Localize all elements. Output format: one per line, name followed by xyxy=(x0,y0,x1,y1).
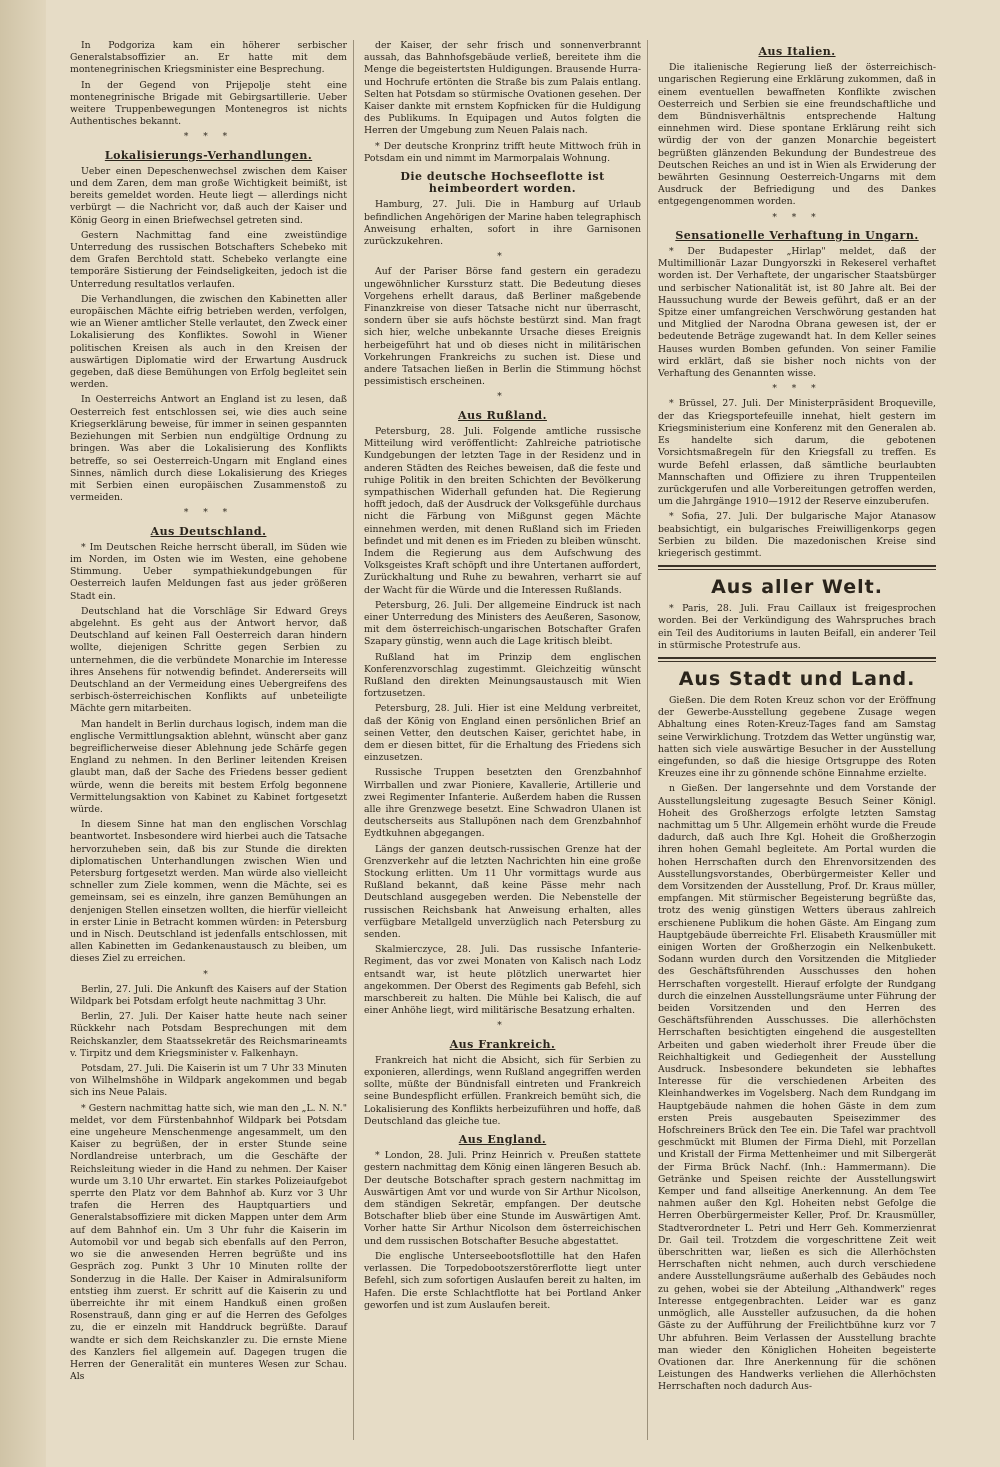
paragraph: Die englische Unterseebootsflottille hat den Hafen verlassen. Die Torpedobootszerstörerflotte liegt unter Befehl, sich zum sofortigen Auslaufen bereit zu halten, im Hafen. Die erste Schlachtflotte hat bei Portland Anker geworfen und ist zum Auslaufen bereit. xyxy=(364,1250,641,1311)
paragraph: Skalmierczyce, 28. Juli. Das russische Infanterie-Regiment, das vor zwei Monaten von Kalisch nach Lodz entsandt war, ist heute plötzlich unerwartet hier angekommen. Der Oberst des Regiments gab Befehl, sich marschbereit zu halten. Die Mühle bei Kalisch, die auf einer Anhöhe liegt, wird militärische Besatzung erhalten. xyxy=(364,944,641,1017)
paragraph: Die Verhandlungen, die zwischen den Kabinetten aller europäischen Mächte eifrig betrieben werden, verfolgen, wie an Wiener amtlicher Stelle verlautet, den Zweck einer Lokalisierung des Konfliktes. Sowohl in Wiener politischen Kreisen als auch in den Kreisen der auswärtigen Diplomatie wird der Erwartung Ausdruck gegeben, daß diese Bemühungen von Erfolg begleitet sein werden. xyxy=(70,293,347,391)
paragraph: * Der deutsche Kronprinz trifft heute Mittwoch früh in Potsdam ein und nimmt im Marmorpalais Wohnung. xyxy=(364,140,641,164)
paragraph: Ueber einen Depeschenwechsel zwischen dem Kaiser und dem Zaren, dem man große Wichtigkeit beimißt, ist bereits gemeldet worden. Heute liegt — allerdings nicht verbürgt — die Nachricht vor, daß auch der Kaiser und König Georg in einen Briefwechsel getreten sind. xyxy=(70,165,347,226)
heading-italien: Aus Italien. xyxy=(758,45,836,58)
section-rule xyxy=(658,569,936,570)
paragraph: Auf der Pariser Börse fand gestern ein geradezu ungewöhnlicher Kurssturz statt. Die Bedeutung dieses Vorgehens erhellt daraus, daß Berliner maßgebende Finanzkreise von dieser Tatsache nicht nur überrascht, sondern über sie aufs höchste bestürzt sind. Man fragt sich hier, welche unbekannte Ursache dieses Ereignis herbeigeführt hat und ob dieses nicht in militärischen Vorkehrungen Frankreichs zu suchen ist. Diese und andere Tatsachen ließen in Berlin die Stimmung höchst pessimistisch erscheinen. xyxy=(364,266,641,388)
separator: * xyxy=(497,392,508,403)
separator: * * * xyxy=(183,132,234,143)
article-prijepolje: In der Gegend von Prijepolje steht eine montenegrinische Brigade mit Gebirgsartillerie. Ueber weitere Truppenbewegungen Montenegros ist nichts Authentisches bekannt. xyxy=(70,79,347,128)
paragraph: Petersburg, 28. Juli. Folgende amtliche russische Mitteilung wird veröffentlicht: Zahlreiche patriotische Kundgebungen der letzten Tage in der Residenz und in anderen Städten des Reiches beweisen, daß die feste und ruhige Politik in den breiten Schichten der Bevölkerung sympathischen Widerhall gefunden hat. Die Regierung hofft jedoch, daß der Ausdruck der Volksgefühle durchaus nicht die Färbung von Mißgunst gegen Mächte einnehmen werden, mit denen Rußland sich im Frieden befindet und mit denen es im Frieden zu bleiben wünscht. Indem die Regierung aus dem Aufschwung des Volksgeistes Kraft schöpft und ihre Untertanen auffordert, Zurückhaltung und Ruhe zu bewahren, verharrt sie auf der Wacht für die Würde und die Interessen Rußlands. xyxy=(364,425,641,596)
paragraph: Potsdam, 27. Juli. Die Kaiserin ist um 7 Uhr 33 Minuten von Wilhelmshöhe in Wildpark angekommen und begab sich ins Neue Palais. xyxy=(70,1063,347,1099)
section-rule xyxy=(658,657,936,659)
heading-verhaftung-ungarn: Sensationelle Verhaftung in Ungarn. xyxy=(675,228,919,242)
column-1 xyxy=(70,40,354,1440)
paragraph: * Sofia, 27. Juli. Der bulgarische Major Atanasow beabsichtigt, ein bulgarisches Freiwilligenkorps gegen Serbien zu bilden. Die mazedonischen Kreise sind kriegerisch gestimmt. xyxy=(658,511,936,559)
separator: * xyxy=(497,1021,508,1032)
paragraph: * Brüssel, 27. Juli. Der Ministerpräsident Broqueville, der das Kriegsportefeuille innehat, hielt gestern im Kriegsministerium eine Konferenz mit den Generalen ab. Es handelte sich darum, die gebotenen Vorsichtsmaßregeln für den Kriegsfall zu treffen. Es wurde Befehl erlassen, daß sämtliche beurlaubten Mannschaften und Offiziere zu ihren Truppenteilen zurückgerufen und alle Vorbereitungen getroffen werden, um die Jahrgänge 1910—1912 der Reserve einzuberufen. xyxy=(658,398,936,508)
paragraph: der Kaiser, der sehr frisch und sonnenverbrannt aussah, das Bahnhofsgebäude verließ, bereitete ihm die Menge die begeistertsten Huldigungen. Brausende Hurra- und Hochrufe ertönten die Straße bis zum Palais entlang. Selten hat Potsdam so stürmische Ovationen gesehen. Der Kaiser dankte mit ernstem Kopfnicken für die Huldigung des Publikums. In Equipagen und Autos folgten die Herren der Umgebung zum Neuen Palais nach. xyxy=(364,40,641,137)
paragraph: Frankreich hat nicht die Absicht, sich für Serbien zu exponieren, allerdings, wenn Rußland angegriffen werden sollte, müßte der Bündnisfall eintreten und Frankreich seine Bundespflicht erfüllen. Frankreich bemüht sich, die Lokalisierung des Konflikts herbeizuführen und hoffe, daß Deutschland das gleiche tue. xyxy=(364,1054,641,1127)
section-rule xyxy=(658,661,936,662)
separator: * xyxy=(203,969,214,980)
column-2 xyxy=(364,40,648,1440)
paragraph: * London, 28. Juli. Prinz Heinrich v. Preußen stattete gestern nachmittag dem König einen längeren Besuch ab. Der deutsche Botschafter sprach gestern nachmittag im Auswärtigen Amt vor und wurde von Sir Arthur Nicolson, dem ständigen Sekretär, empfangen. Der deutsche Botschafter blieb über eine Stunde im Auswärtigen Amt. Vorher hatte Sir Arthur Nicolson dem österreichischen und dem russischen Botschafter Besuche abgestattet. xyxy=(364,1150,641,1247)
section-title-aus-stadt-und-land: Aus Stadt und Land. xyxy=(678,667,916,690)
paragraph: In Oesterreichs Antwort an England ist zu lesen, daß Oesterreich fest entschlossen sei, wie dies auch seine Kriegserklärung beweise, für immer in seinen gespannten Beziehungen mit Serbien nun endgültige Ordnung zu bringen. Was aber die Lokalisierung des Konflikts betreffe, so sei Oesterreich-Ungarn mit England eines Sinnes, nämlich durch diese Lokalisierung des Krieges mit Serbien einen europäischen Zusammenstoß zu vermeiden. xyxy=(70,394,347,504)
paragraph: Hamburg, 27. Juli. Die in Hamburg auf Urlaub befindlichen Angehörigen der Marine haben telegraphisch Anweisung erhalten, sofort in ihre Garnisonen zurückzukehren. xyxy=(364,199,641,248)
paragraph: Deutschland hat die Vorschläge Sir Edward Greys abgelehnt. Es geht aus der Antwort hervor, daß Deutschland auf keinen Fall Oesterreich daran hindern wollte, diejenigen Schritte gegen Serbien zu unternehmen, die die verbündete Monarchie im Interesse ihres Ansehens für notwendig befindet. Andererseits will Deutschland an der Vermeidung eines Uebergreifens des serbisch-österreichischen Konflikts auf unbeteiligte Mächte gern mitarbeiten. xyxy=(70,605,347,715)
paragraph: * Im Deutschen Reiche herrscht überall, im Süden wie im Norden, im Osten wie im Westen, eine gehobene Stimmung. Ueber sympathiekundgebungen für Oesterreich laufen Meldungen fast aus jeder größeren Stadt ein. xyxy=(70,541,347,602)
separator: * * * xyxy=(772,384,822,395)
paragraph: Gestern Nachmittag fand eine zweistündige Unterredung des russischen Botschafters Schebeko mit dem Grafen Berchtold statt. Schebeko verlangte eine temporäre Sistierung der Feindseligkeiten, jedoch ist die Unterredung resultatlos verlaufen. xyxy=(70,229,347,290)
heading-england: Aus England. xyxy=(458,1133,547,1147)
paragraph: * Der Budapester „Hirlap" meldet, daß der Multimillionär Lazar Dungyorszki in Rekeserel verhaftet worden ist. Der Verhaftete, der ungarischer Staatsbürger und serbischer Nationalität ist, ist 80 Jahre alt. Bei der Haussuchung wurde der Beweis geführt, daß er an der Spitze einer umfangreichen Verschwörung gestanden hat und Mitglied der Narodna Obrana gewesen ist, der er bedeutende Beträge zugewandt hat. In dem Keller seines Hauses wurden Bomben gefunden. Von seiner Familie wird erklärt, daß sie bisher noch nichts von der Verhaftung des Genannten wisse. xyxy=(658,246,936,380)
paragraph: Berlin, 27. Juli. Die Ankunft des Kaisers auf der Station Wildpark bei Potsdam erfolgt heute nachmittag 3 Uhr. xyxy=(70,983,347,1008)
column-grid xyxy=(70,40,970,1440)
paragraph: Petersburg, 26. Juli. Der allgemeine Eindruck ist nach einer Unterredung des Ministers des Aeußeren, Sasonow, mit dem österreichisch-ungarischen Botschafter Grafen Szapary günstig, wenn auch die Lage kritisch bleibt. xyxy=(364,599,641,648)
paragraph: Russische Truppen besetzten den Grenzbahnhof Wirrballen und zwar Pioniere, Kavallerie, Artillerie und zwei Regimenter Infanterie. Außerdem haben die Russen alle ihre Grenzwege besetzt. Eine Schwadron Ulanen ist deutscherseits aus Stallupönen nach dem Grenzbahnhof Eydtkuhnen abgegangen. xyxy=(364,767,641,840)
section-rule xyxy=(658,565,936,567)
heading-deutschland: Aus Deutschland. xyxy=(150,524,267,538)
heading-frankreich: Aus Frankreich. xyxy=(449,1037,556,1051)
paragraph: n Gießen. Der langersehnte und dem Vorstande der Ausstellungsleitung zugesagte Besuch Seiner Königl. Hoheit des Großherzogs erfolgte letzten Samstag nachmittag um 5 Uhr. Allgemein erhöht wurde die Freude dadurch, daß auch Ihre Kgl. Hoheit die Großherzogin ihren hohen Gemahl begleitete. Am Portal wurden die hohen Herrschaften durch den Ehrenvorsitzenden des Ausstellungsvorstandes, Oberbürgermeister Keller und dem Vorsitzenden der Ausstellung, Prof. Dr. Kraus müller, empfangen. Mit stürmischer Begeisterung begrüßte das, trotz des wenig günstigen Wetters überaus zahlreich erschienene Publikum die hohen Gäste. Am Eingang zum Hauptgebäude überreichte Frl. Elisabeth Krausmüller mit einigen Worten der Großherzogin ein Nelkenbukett. Sodann wurden durch den Vorsitzenden die Mitglieder des Geschäftsführenden Ausschusses den hohen Herrschaften vorgestellt. Hierauf erfolgte der Rundgang durch die einzelnen Ausstellungsräume unter Führung der beiden Vorsitzenden und den Herren des Geschäftsführenden Ausschusses. Die allerhöchsten Herrschaften besichtigten eingehend die ausgestellten Arbeiten und gaben wiederholt ihrer Freude über die Reichhaltigkeit und Gediegenheit der Ausstellung Ausdruck. Insbesondere bekundeten sie lebhaftes Interesse für die verschiedenen Arbeiten des Kleinhandwerkes im Vogelsberg. Nach dem Rundgang im Hauptgebäude nahmen die hohen Gäste in dem zum ersten Preis ausgebauten Speisezimmer des Hofschreiners Brück den Tee ein. Die Tafel war prachtvoll geschmückt mit Blumen der Firma Diehl, mit Porzellan und Kristall der Firma Mettenheimer und mit Silbergerät der Firma Brück Nachf. (Inh.: Hammermann). Die Getränke und Speisen reichte der Ausstellungswirt Kemper und fand allseitige Anerkennung. An dem Tee nahmen außer den Kgl. Hoheiten nebst Gefolge die Herren Oberbürgermeister Keller, Prof. Dr. Krausmüller, Stadtverordneter L. Petri und Herr Geh. Kommerzienrat Dr. Gail teil. Trotzdem die vorgeschrittene Zeit weit überschritten war, ließen es sich die Allerhöchsten Herrschaften nicht nehmen, auch durch verschiedene andere Ausstellungsräume außerhalb des Gebäudes noch zu gehen, wobei sie der Abteilung „Althandwerk" reges Interesse entgegenbrachten. Leider war es ganz unmöglich, alle Aussteller aufzusuchen, da die hohen Gäste zu der Aufführung der Freilichtbühne kurz vor 7 Uhr abfuhren. Beim Verlassen der Ausstellung brachte man wieder den Königlichen Hoheiten begeisterte Ovationen dar. Ihre Anerkennung für die schönen Leistungen des Handwerks verliehen die Allerhöchsten Herrschaften noch dadurch Aus- xyxy=(658,783,936,1393)
paragraph: Rußland hat im Prinzip dem englischen Konferenzvorschlag zugestimmt. Gleichzeitig wünscht Rußland den direkten Meinungsaustausch mit Wien fortzusetzen. xyxy=(364,651,641,700)
paragraph: Berlin, 27. Juli. Der Kaiser hatte heute nach seiner Rückkehr nach Potsdam Besprechungen mit dem Reichskanzler, dem Staatssekretär des Reichsmarineamts v. Tirpitz und dem Kriegsminister v. Falkenhayn. xyxy=(70,1011,347,1059)
paragraph: Die italienische Regierung ließ der österreichisch-ungarischen Regierung eine Erklärung zukommen, daß in einem eventuellen bewaffneten Konflikte zwischen Oesterreich und Serbien sie eine freundschaftliche und dem Bündnisverhältnis entsprechende Haltung einnehmen wird. Diese spontane Erklärung reiht sich würdig der von der ganzen Monarchie begeistert begrüßten glänzenden Bekundung der Bundestreue des Deutschen Reiches an und ist in Wien als Erwiderung der bewährten Gesinnung Oesterreich-Ungarns mit dem Ausdruck der Befriedigung und des Dankes entgegengenommen worden. xyxy=(658,62,936,208)
paragraph: * Gestern nachmittag hatte sich, wie man den „L. N. N." meldet, vor dem Fürstenbahnhof Wildpark bei Potsdam eine ungeheure Menschenmenge angesammelt, um den Kaiser zu begrüßen, der in erster Stunde seine Nordlandreise unterbrach, um die Geschäfte der Reichsleitung wieder in die Hand zu nehmen. Der Kaiser wurde um 3.10 Uhr erwartet. Ein starkes Polizeiaufgebot sperrte den Platz vor dem Bahnhof ab. Kurz vor 3 Uhr trafen die Herren des Hauptquartiers und Generalstabsoffiziere mit dicken Mappen unter dem Arm auf dem Bahnhof ein. Um 3 Uhr fuhr die Kaiserin im Automobil vor und begab sich ebenfalls auf den Perron, wo sie die anwesenden Herren begrüßte und ins Gespräch zog. Punkt 3 Uhr 10 Minuten rollte der Sonderzug in die Halle. Der Kaiser in Admiralsuniform entstieg ihm zuerst. Er schritt auf die Kaiserin zu und überreichte ihr mit einem Handkuß einen großen Rosenstrauß, dann ging er auf die Herren des Gefolges zu, die er einzeln mit Handdruck begrüßte. Darauf wandte er sich dem Reichskanzler zu. Die ernste Miene des Kanzlers fiel allgemein auf. Dagegen trugen die Herren der Generalität ein munteres Wesen zur Schau. Als xyxy=(70,1102,347,1383)
heading-lokalisierung: Lokalisierungs-Verhandlungen. xyxy=(104,148,313,162)
paragraph: Man handelt in Berlin durchaus logisch, indem man die englische Vermittlungsaktion ablehnt, wünscht aber ganz begreiflicherweise dieser Ablehnung jede Schärfe gegen England zu nehmen. In den Berliner leitenden Kreisen glaubt man, daß der Sache des Friedens besser gedient würde, wenn die bereits mit bestem Erfolg begonnene Vermittelungsaktion von Kabinet zu Kabinet fortgesetzt würde. xyxy=(70,718,347,815)
separator: * xyxy=(497,252,508,263)
separator: * * * xyxy=(183,508,234,519)
article-podgoriza: In Podgoriza kam ein höherer serbischer Generalstabsoffizier an. Er hatte mit dem montenegrinischen Kriegsminister eine Besprechung. xyxy=(70,40,347,76)
paragraph: * Paris, 28. Juli. Frau Caillaux ist freigesprochen worden. Bei der Verkündigung des Wahrspruches brach ein Teil des Auditoriums in lauten Beifall, ein anderer Teil in stürmische Protestrufe aus. xyxy=(658,603,936,651)
paragraph: Petersburg, 28. Juli. Hier ist eine Meldung verbreitet, daß der König von England einen persönlichen Brief an seinen Vetter, den deutschen Kaiser, gerichtet habe, in dem er diesen bittet, für die Erhaltung des Friedens sich einzusetzen. xyxy=(364,703,641,764)
heading-russland: Aus Rußland. xyxy=(458,408,547,422)
paragraph: In diesem Sinne hat man den englischen Vorschlag beantwortet. Insbesondere wird hierbei auch die Tatsache hervorzuheben sein, daß bis zur Stunde die direkten diplomatischen Unterhandlungen zwischen Wien und Petersburg fortgesetzt werden. Man würde also vielleicht schneller zum Ziele kommen, wenn die Mächte, sei es gemeinsam, sei es einzeln, ihre ganzen Bemühungen an denjenigen Stellen einsetzen wollten, die hierfür vielleicht in erster Linie in Betracht kommen würden: in Petersburg und in Nisch. Deutschland ist jedenfalls entschlossen, mit allen Kabinetten im Gedankenaustausch zu bleiben, um dieses Ziel zu erreichen. xyxy=(70,819,347,965)
heading-hochseeflotte: Die deutsche Hochseeflotte ist heimbeordert worden. xyxy=(400,170,605,196)
section-title-aus-aller-welt: Aus aller Welt. xyxy=(711,576,883,599)
column-3 xyxy=(658,40,942,1440)
separator: * * * xyxy=(772,212,822,223)
paragraph: Längs der ganzen deutsch-russischen Grenze hat der Grenzverkehr auf die letzten Nachrichten hin eine große Stockung erlitten. Um 11 Uhr vormittags wurde aus Rußland bekannt, daß keine Pässe mehr nach Deutschland ausgegeben werden. Die Nebenstelle der russischen Reichsbank hat Anweisung erhalten, alles verfügbare Metallgeld unverzüglich nach Petersburg zu senden. xyxy=(364,843,641,941)
paragraph: Gießen. Die dem Roten Kreuz schon vor der Eröffnung der Gewerbe-Ausstellung gegebene Zusage wegen Abhaltung eines Roten-Kreuz-Tages fand am Samstag seine Verwirklichung. Trotzdem das Wetter ungünstig war, hatten sich viele auswärtige Besucher in der Ausstellung eingefunden, so daß die hiesige Ortsgruppe des Roten Kreuzes eine ihr zu gönnende schöne Einnahme erzielte. xyxy=(658,694,936,780)
